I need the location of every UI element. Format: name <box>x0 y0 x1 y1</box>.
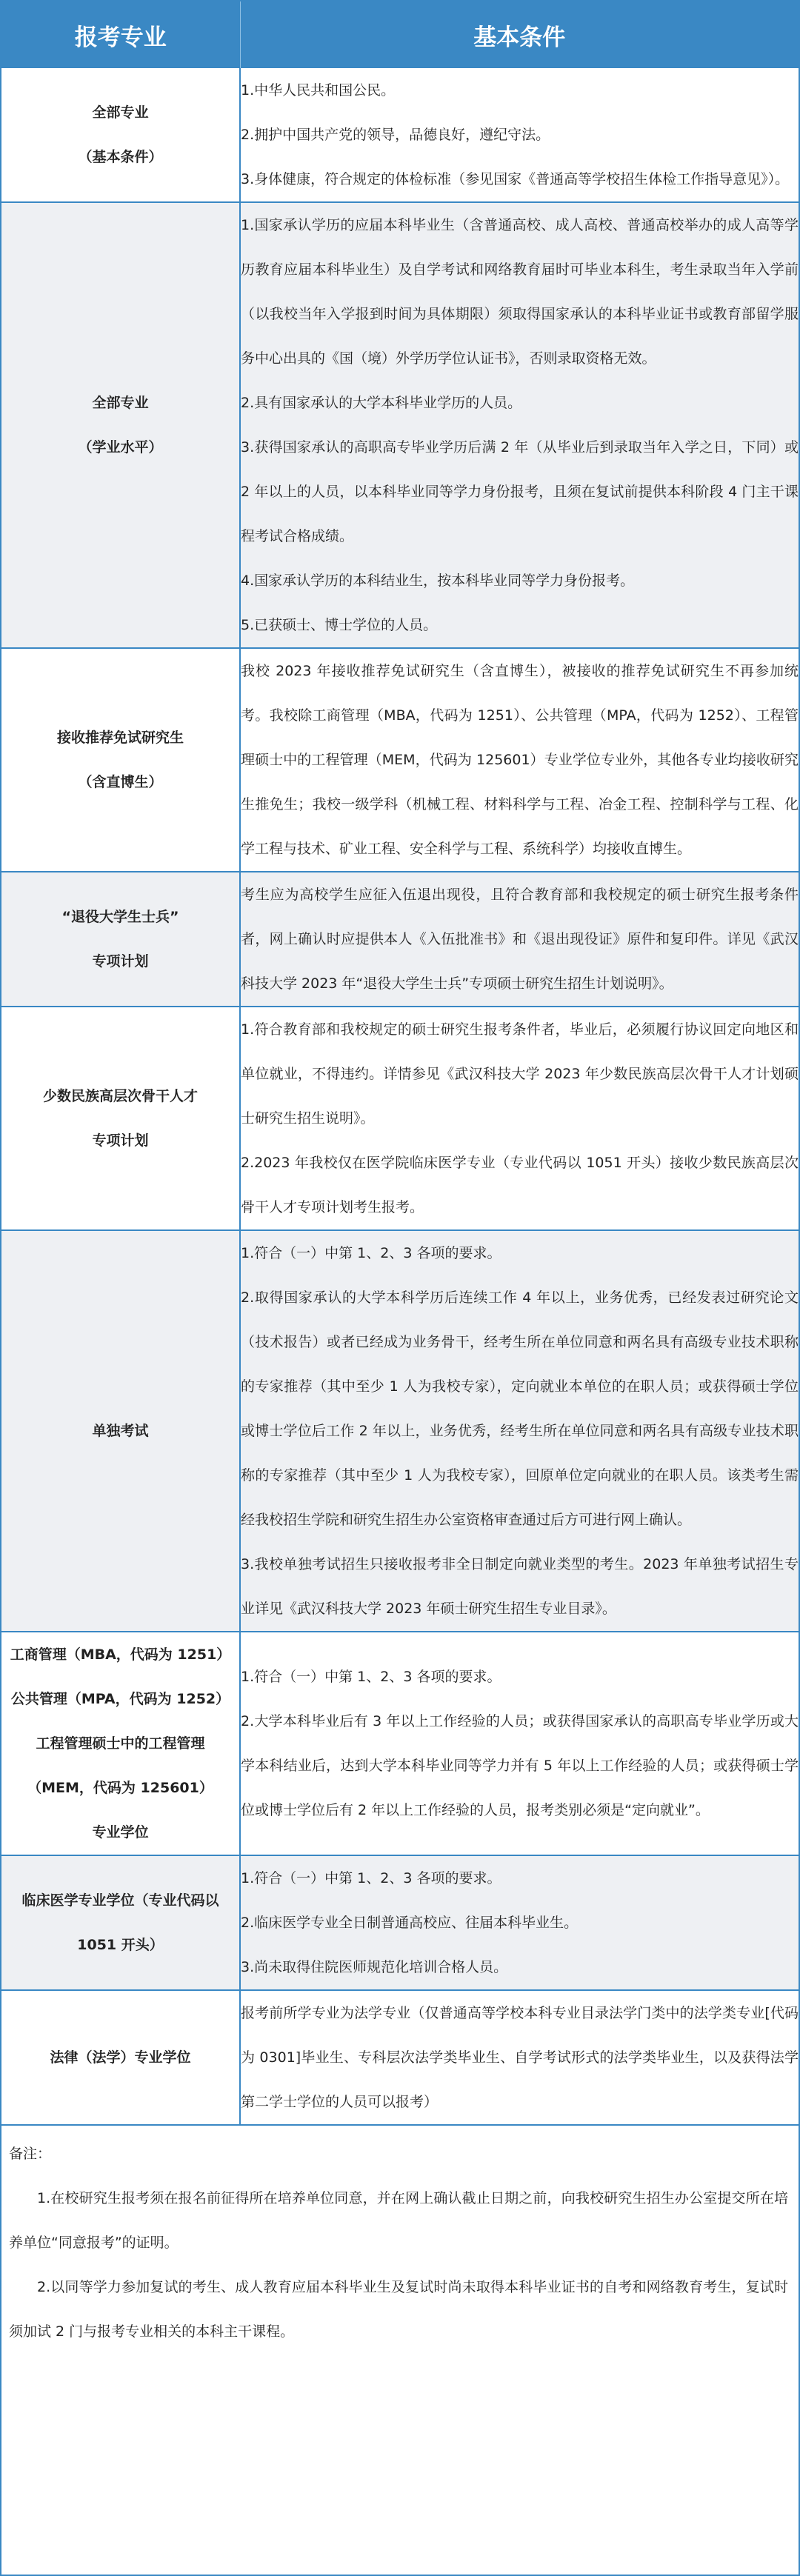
major-cell <box>1 1990 240 2125</box>
condition-paragraph: 3.获得国家承认的高职高专毕业学历后满 2 年（从毕业后到录取当年入学之日，下同）或 2 年以上的人员，以本科毕业同等学力身份报考，且须在复试前提供本科阶段 4 门主干课程考试合格成绩。 <box>241 439 799 544</box>
major-label: 工程管理硕士中的工程管理 <box>36 1735 205 1752</box>
conditions-cell <box>240 202 799 648</box>
requirements-table <box>1 1 799 2126</box>
condition-paragraph: 1.符合（一）中第 1、2、3 各项的要求。 <box>241 1669 501 1685</box>
table-row <box>1 872 799 1007</box>
notes-title: 备注： <box>9 2146 52 2162</box>
header-conditions: 基本条件 <box>240 1 799 68</box>
major-cell <box>1 648 240 872</box>
notes-section <box>1 2126 799 2575</box>
condition-paragraph: 3.尚未取得住院医师规范化培训合格人员。 <box>241 1959 508 1975</box>
header-major: 报考专业 <box>1 1 240 68</box>
major-label: 临床医学专业学位（专业代码以 <box>21 1892 219 1909</box>
condition-paragraph: 报考前所学专业为法学专业（仅普通高等学校本科专业目录法学门类中的法学类专业[代码为 0301]毕业生、专科层次法学类毕业生、自学考试形式的法学类毕业生，以及获得法学第二学士学位的人员可以报考） <box>241 2005 799 2110</box>
major-label: 接收推荐免试研究生 <box>56 730 184 746</box>
major-cell <box>1 1855 240 1990</box>
major-cell <box>1 202 240 648</box>
table-row <box>1 202 799 648</box>
condition-paragraph: 1.国家承认学历的应届本科毕业生（含普通高校、成人高校、普通高校举办的成人高等学历教育应届本科毕业生）及自学考试和网络教育届时可毕业本科生，考生录取当年入学前（以我校当年入学报到时间为具体期限）须取得国家承认的本科毕业证书或教育部留学服务中心出具的《国（境）外学历学位认证书》，否则录取资格无效。 <box>241 217 799 367</box>
condition-paragraph: 3.我校单独考试招生只接收报考非全日制定向就业类型的考生。2023 年单独考试招生专业详见《武汉科技大学 2023 年硕士研究生招生专业目录》。 <box>241 1556 799 1617</box>
table-row <box>1 1990 799 2125</box>
conditions-cell <box>240 1855 799 1990</box>
table-row <box>1 1007 799 1230</box>
condition-paragraph: 1.中华人民共和国公民。 <box>241 82 396 99</box>
major-label: 公共管理（MPA，代码为 1252） <box>10 1691 230 1707</box>
condition-paragraph: 4.国家承认学历的本科结业生，按本科毕业同等学力身份报考。 <box>241 573 635 589</box>
major-label: （基本条件） <box>78 149 163 165</box>
major-label: 全部专业 <box>92 104 149 121</box>
condition-paragraph: 2.临床医学专业全日制普通高校应、往届本科毕业生。 <box>241 1915 579 1931</box>
conditions-cell <box>240 1230 799 1632</box>
major-label: 单独考试 <box>92 1423 149 1439</box>
conditions-cell <box>240 1632 799 1855</box>
conditions-cell <box>240 68 799 202</box>
major-label: 专项计划 <box>92 953 149 970</box>
major-label: 专项计划 <box>92 1132 149 1149</box>
table-row <box>1 1230 799 1632</box>
table-row <box>1 1632 799 1855</box>
condition-paragraph: 2.大学本科毕业后有 3 年以上工作经验的人员；或获得国家承认的高职高专毕业学历或大学本科结业后，达到大学本科毕业同等学力并有 5 年以上工作经验的人员；或获得硕士学位或博士学位后有 2 年以上工作经验的人员，报考类别必须是“定向就业”。 <box>241 1713 799 1818</box>
conditions-cell <box>240 1007 799 1230</box>
note-item: 1.在校研究生报考须在报名前征得所在培养单位同意，并在网上确认截止日期之前，向我校研究生招生办公室提交所在培养单位“同意报考”的证明。 <box>9 2190 788 2251</box>
major-label: 法律（法学）专业学位 <box>50 2049 191 2066</box>
major-cell <box>1 68 240 202</box>
condition-paragraph: 2.2023 年我校仅在医学院临床医学专业（专业代码以 1051 开头）接收少数民族高层次骨干人才专项计划考生报考。 <box>241 1155 799 1215</box>
conditions-cell <box>240 648 799 872</box>
condition-paragraph: 3.身体健康，符合规定的体检标准（参见国家《普通高等学校招生体检工作指导意见》）。 <box>241 171 790 187</box>
condition-paragraph: 2.拥护中国共产党的领导，品德良好，遵纪守法。 <box>241 127 550 143</box>
major-cell <box>1 1230 240 1632</box>
conditions-cell <box>240 872 799 1007</box>
major-label: 工商管理（MBA，代码为 1251） <box>10 1646 231 1663</box>
table-row <box>1 68 799 202</box>
condition-paragraph: 1.符合（一）中第 1、2、3 各项的要求。 <box>241 1245 501 1261</box>
condition-paragraph: 我校 2023 年接收推荐免试研究生（含直博生），被接收的推荐免试研究生不再参加统考。我校除工商管理（MBA，代码为 1251）、公共管理（MPA，代码为 1252）、工程管理硕士中的工程管理（MEM，代码为 125601）专业学位专业外，其他各专业均接收研究生推免生；我校一级学科（机械工程、材料科学与工程、冶金工程、控制科学与工程、化学工程与技术、矿业工程、安全科学与工程、系统科学）均接收直博生。 <box>241 663 799 857</box>
table-row <box>1 1855 799 1990</box>
note-item: 2.以同等学力参加复试的考生、成人教育应届本科毕业生及复试时尚未取得本科毕业证书的自考和网络教育考生，复试时须加试 2 门与报考专业相关的本科主干课程。 <box>9 2279 788 2340</box>
major-label: 少数民族高层次骨干人才 <box>42 1088 198 1104</box>
major-cell <box>1 1007 240 1230</box>
major-label: 1051 开头） <box>77 1937 164 1953</box>
condition-paragraph: 2.取得国家承认的大学本科学历后连续工作 4 年以上，业务优秀，已经发表过研究论文（技术报告）或者已经成为业务骨干，经考生所在单位同意和两名具有高级专业技术职称的专家推荐（其中至少 1 人为我校专家），定向就业本单位的在职人员；或获得硕士学位或博士学位后工作 2 年以上，业务优秀，经考生所在单位同意和两名具有高级专业技术职称的专家推荐（其中至少 1 人为我校专家），回原单位定向就业的在职人员。该类考生需经我校招生学院和研究生招生办公室资格审查通过后方可进行网上确认。 <box>241 1289 799 1528</box>
major-cell <box>1 872 240 1007</box>
major-label: （含直博生） <box>78 774 163 790</box>
major-label: （MEM，代码为 125601） <box>27 1780 213 1796</box>
condition-paragraph: 1.符合教育部和我校规定的硕士研究生报考条件者，毕业后，必须履行协议回定向地区和单位就业，不得违约。详情参见《武汉科技大学 2023 年少数民族高层次骨干人才计划硕士研究生招生说明》。 <box>241 1021 799 1127</box>
conditions-cell <box>240 1990 799 2125</box>
condition-paragraph: 5.已获硕士、博士学位的人员。 <box>241 617 438 633</box>
condition-paragraph: 考生应为高校学生应征入伍退出现役，且符合教育部和我校规定的硕士研究生报考条件者，网上确认时应提供本人《入伍批准书》和《退出现役证》原件和复印件。详见《武汉科技大学 2023 年“退役大学生士兵”专项硕士研究生招生计划说明》。 <box>241 887 799 992</box>
condition-paragraph: 2.具有国家承认的大学本科毕业学历的人员。 <box>241 395 522 411</box>
table-row <box>1 648 799 872</box>
major-label: “退役大学生士兵” <box>61 909 179 925</box>
major-label: 专业学位 <box>92 1824 149 1841</box>
major-label: （学业水平） <box>78 439 163 456</box>
table-body <box>1 68 799 2125</box>
condition-paragraph: 1.符合（一）中第 1、2、3 各项的要求。 <box>241 1870 501 1886</box>
table-header-row <box>1 1 799 68</box>
major-label: 全部专业 <box>92 395 149 411</box>
major-cell <box>1 1632 240 1855</box>
